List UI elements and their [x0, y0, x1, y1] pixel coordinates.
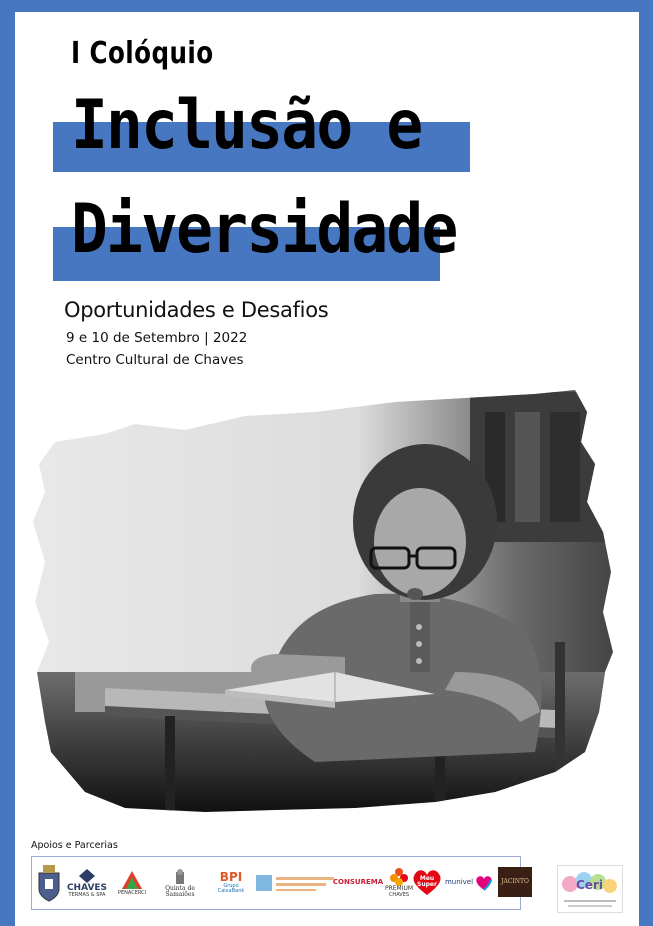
bpi-logo-subtext: Grupo CaixaBank [217, 883, 245, 895]
municipal-crest-logo [36, 863, 62, 903]
student-photo [15, 372, 639, 812]
training-centre-logo [254, 869, 338, 897]
subtitle: Oportunidades e Desafios [64, 298, 329, 322]
penacerci-logo [112, 863, 152, 903]
training-centre-emblem-icon [256, 871, 336, 895]
quinta-samaioes-logo [154, 863, 206, 903]
munivel-heart-icon [475, 875, 493, 891]
chaves-logo-subtext: TERMAS & SPA [68, 892, 106, 899]
consurema-logo [332, 869, 384, 897]
quinta-emblem-icon [173, 868, 187, 886]
penacerci-emblem-icon [120, 869, 144, 891]
jacinto-logo-text: JACINTO [501, 877, 529, 885]
meu-super-logo [410, 865, 444, 899]
partners-label: Apoios e Parcerias [31, 840, 118, 851]
munivel-logo-text: munivel [444, 878, 474, 887]
poster [15, 12, 639, 926]
quinta-logo-text: Quinta de Samaiões [165, 884, 195, 898]
colloquium-label: I Colóquio [71, 36, 214, 71]
meu-super-logo-text: Meu Super [417, 874, 437, 888]
bpi-logo [210, 865, 252, 901]
bpi-logo-text: BPI [219, 870, 243, 885]
premium-logo-text: PREMIUM [384, 885, 414, 893]
ceri-logo-text: Ceri [576, 878, 603, 892]
penacerci-logo-text: PENACERCI [117, 890, 147, 897]
consurema-logo-text: CONSUREMA [332, 878, 384, 887]
jacinto-logo [498, 867, 532, 897]
chaves-emblem-icon [78, 868, 96, 884]
chaves-logo [66, 863, 108, 903]
munivel-logo [444, 869, 494, 897]
chaves-logo-text: CHAVES [66, 882, 108, 893]
title-line-2: Diversidade [71, 190, 457, 269]
ceri-logo [557, 865, 623, 913]
premium-logo-subtext: CHAVES [388, 891, 410, 898]
event-date: 9 e 10 de Setembro | 2022 [66, 330, 248, 346]
title-line-1: Inclusão e [71, 86, 422, 165]
premium-flower-icon [390, 868, 408, 886]
partner-logos-strip [31, 856, 529, 910]
event-venue: Centro Cultural de Chaves [66, 352, 244, 368]
